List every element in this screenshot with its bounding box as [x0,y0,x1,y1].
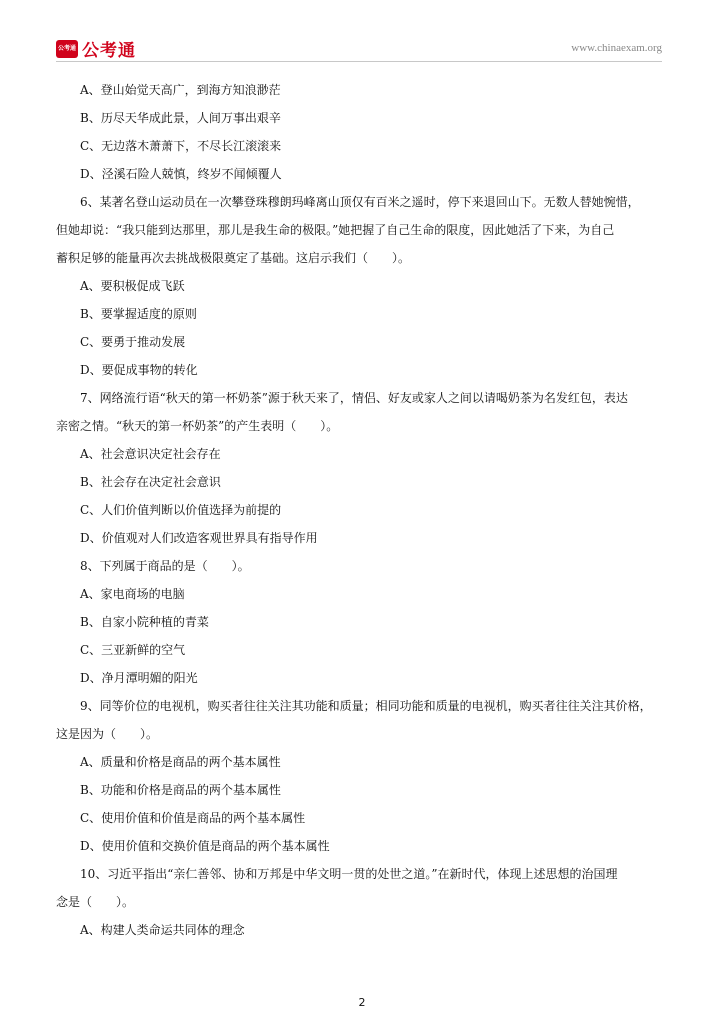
document-body [56,76,664,944]
question-text-line: 6、某著名登山运动员在一次攀登珠穆朗玛峰离山顶仅有百米之遥时，停下来退回山下。无数人替她惋惜， [80,195,640,209]
answer-option: B、自家小院种植的青菜 [80,615,209,629]
logo-text: 公考通 [82,41,136,61]
answer-option: B、历尽天华成此景，人间万事出艰辛 [80,111,281,125]
site-url: www.chinaexam.org [571,42,662,54]
question-text-line: 蓄积足够的能量再次去挑战极限奠定了基础。这启示我们（ ）。 [56,251,411,265]
answer-option: A、构建人类命运共同体的理念 [80,923,245,937]
question-text-line: 9、同等价位的电视机，购买者往往关注其功能和质量；相同功能和质量的电视机，购买者往往关注其价格， [80,699,652,713]
answer-option: A、要积极促成飞跃 [80,279,185,293]
question-text-line: 8、下列属于商品的是（ ）。 [80,559,250,573]
header-divider [56,61,662,62]
answer-option: D、净月潭明媚的阳光 [80,671,198,685]
answer-option: C、使用价值和价值是商品的两个基本属性 [80,811,306,825]
question-text-line: 念是（ ）。 [56,895,135,909]
answer-option: C、人们价值判断以价值选择为前提的 [80,503,282,517]
question-text-line: 但她却说：“我只能到达那里，那儿是我生命的极限。”她把握了自己生命的限度，因此她活了下来，为自己 [56,223,615,237]
logo-badge: 公考通 [56,40,78,58]
question-text-line: 7、网络流行语“秋天的第一杯奶茶”源于秋天来了，情侣、好友或家人之间以请喝奶茶为名发红包，表达 [80,391,628,405]
answer-option: A、质量和价格是商品的两个基本属性 [80,755,281,769]
answer-option: D、要促成事物的转化 [80,363,198,377]
answer-option: B、社会存在决定社会意识 [80,475,221,489]
answer-option: A、社会意识决定社会存在 [80,447,221,461]
answer-option: B、要掌握适度的原则 [80,307,197,321]
answer-option: A、家电商场的电脑 [80,587,185,601]
answer-option: D、使用价值和交换价值是商品的两个基本属性 [80,839,330,853]
answer-option: C、三亚新鲜的空气 [80,643,186,657]
answer-option: C、要勇于推动发展 [80,335,186,349]
page-header [56,34,662,60]
page-number: 2 [358,996,366,1009]
answer-option: B、功能和价格是商品的两个基本属性 [80,783,281,797]
answer-option: A、登山始觉天高广，到海方知浪渺茫 [80,83,281,97]
answer-option: C、无边落木萧萧下，不尽长江滚滚来 [80,139,282,153]
answer-option: D、泾溪石险人兢慎，终岁不闻倾覆人 [80,167,282,181]
question-text-line: 亲密之情。“秋天的第一杯奶茶”的产生表明（ ）。 [56,419,339,433]
logo [56,36,136,61]
question-text-line: 10、习近平指出“亲仁善邻、协和万邦是中华文明一贯的处世之道。”在新时代，体现上述思想的治国理 [80,867,618,881]
question-text-line: 这是因为（ ）。 [56,727,159,741]
answer-option: D、价值观对人们改造客观世界具有指导作用 [80,531,318,545]
